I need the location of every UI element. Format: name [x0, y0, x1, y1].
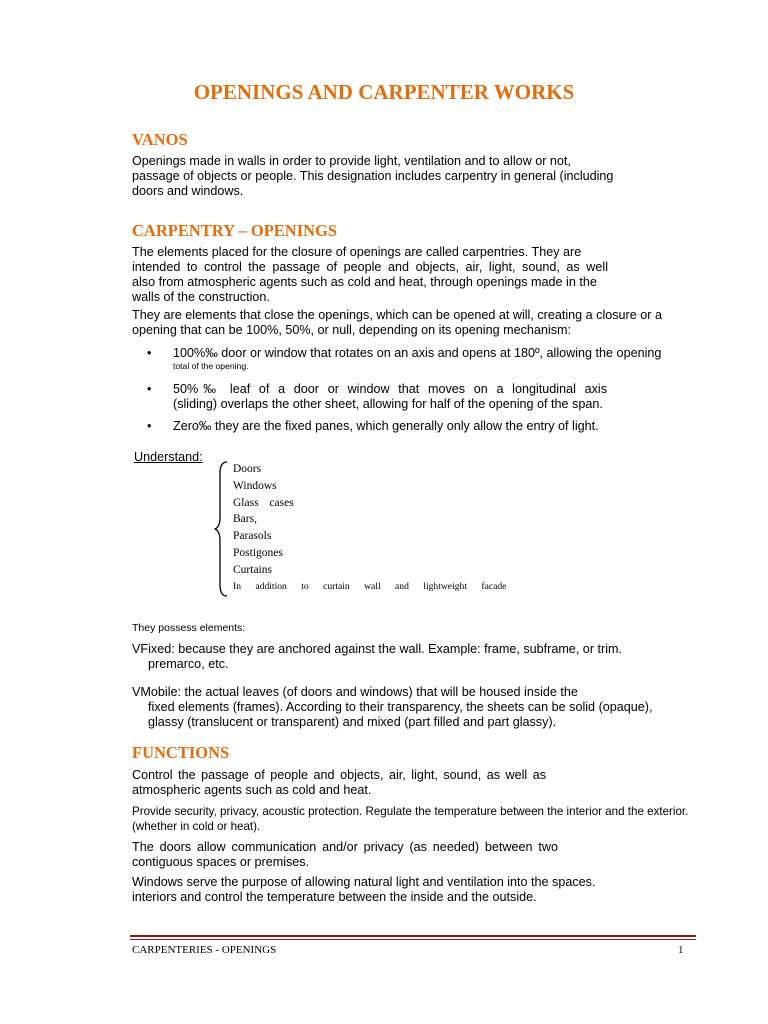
text-line: 100%‰ door or window that rotates on an axis and opens at 180º, allowing the opening	[173, 346, 662, 360]
bullet-marker: •	[147, 419, 152, 433]
text-line: They are elements that close the openings, which can be opened at will, creating a closure or a	[132, 308, 662, 322]
text-line: premarco, etc.	[148, 657, 229, 671]
text-line: (sliding) overlaps the other sheet, allowing for half of the opening of the span.	[173, 397, 603, 411]
section-heading-functions: FUNCTIONS	[132, 743, 230, 762]
list-item: Windows	[233, 479, 277, 492]
list-item: Postigones	[233, 546, 283, 559]
carpentry-paragraph-1	[132, 245, 608, 305]
functions-paragraph-3	[132, 840, 558, 870]
text-line: Provide security, privacy, acoustic protection. Regulate the temperature between the interior and the exterior.	[132, 805, 689, 818]
text-line: Windows serve the purpose of allowing natural light and ventilation into the spaces.	[132, 875, 596, 889]
vanos-paragraph	[132, 154, 642, 199]
possess-intro: They possess elements:	[132, 622, 246, 634]
list-item: Parasols	[233, 530, 272, 543]
list-item: Curtains	[233, 563, 272, 576]
text-line: total of the opening.	[173, 361, 249, 371]
list-item: Glass cases	[233, 496, 294, 509]
bullet-item-50	[173, 382, 607, 412]
bullet-item-100	[173, 346, 661, 371]
bullet-marker: •	[147, 382, 152, 396]
understand-label: Understand:	[134, 450, 203, 464]
text-line: VFixed: because they are anchored against the wall. Example: frame, subframe, or trim.	[132, 642, 622, 656]
functions-paragraph-1	[132, 768, 546, 798]
text-line: The doors allow communication and/or privacy (as needed) between two	[132, 840, 558, 854]
text-line: fixed elements (frames). According to their transparency, the sheets can be solid (opaque),	[148, 700, 653, 714]
text-line: intended to control the passage of people and objects, air, light, sound, as well	[132, 260, 608, 274]
bullet-marker: •	[147, 346, 152, 360]
footer-title: CARPENTERIES - OPENINGS	[132, 944, 277, 956]
understand-list	[233, 461, 506, 595]
fixed-paragraph	[132, 642, 622, 672]
footer-rule	[130, 939, 696, 940]
text-line: contiguous spaces or premises.	[132, 855, 310, 869]
section-heading-vanos: VANOS	[132, 130, 188, 149]
text-line: (whether in cold or heat).	[132, 820, 261, 833]
text-line: walls of the construction.	[132, 290, 270, 304]
text-line: interiors and control the temperature between the inside and the outside.	[132, 890, 537, 904]
text-line: VMobile: the actual leaves (of doors and windows) that will be housed inside the	[132, 685, 578, 699]
text-line: glassy (translucent or transparent) and mixed (part filled and part glassy).	[148, 715, 557, 729]
curly-brace-icon	[214, 461, 228, 597]
functions-paragraph-2	[132, 804, 688, 834]
text-line: atmospheric agents such as cold and heat.	[132, 783, 372, 797]
mobile-paragraph	[132, 685, 652, 730]
text-line: Openings made in walls in order to provide light, ventilation and to allow or not,	[132, 154, 571, 168]
text-line: opening that can be 100%, 50%, or null, depending on its opening mechanism:	[132, 323, 571, 337]
text-line: The elements placed for the closure of openings are called carpentries. They are	[132, 245, 582, 259]
page-number: 1	[678, 944, 684, 956]
section-heading-carpentry: CARPENTRY – OPENINGS	[132, 221, 338, 240]
text-line: Zero‰ they are the fixed panes, which generally only allow the entry of light.	[173, 419, 599, 433]
text-line: doors and windows.	[132, 184, 244, 198]
text-line: passage of objects or people. This designation includes carpentry in general (including	[132, 169, 614, 183]
text-line: also from atmospheric agents such as cold and heat, through openings made in the	[132, 275, 597, 289]
list-item: Bars,	[233, 513, 257, 526]
page-title: OPENINGS AND CARPENTER WORKS	[193, 80, 575, 104]
text-line: Control the passage of people and objects, air, light, sound, as well as	[132, 768, 546, 782]
text-line: 50%‰ leaf of a door or window that moves on a longitudinal axis	[173, 382, 607, 396]
functions-paragraph-4	[132, 875, 595, 905]
footer-rule	[130, 935, 696, 937]
bullet-item-zero	[173, 419, 599, 434]
list-item: Doors	[233, 463, 262, 475]
list-item: In addition to curtain wall and lightweight facade	[233, 580, 507, 592]
carpentry-paragraph-2	[132, 308, 662, 338]
